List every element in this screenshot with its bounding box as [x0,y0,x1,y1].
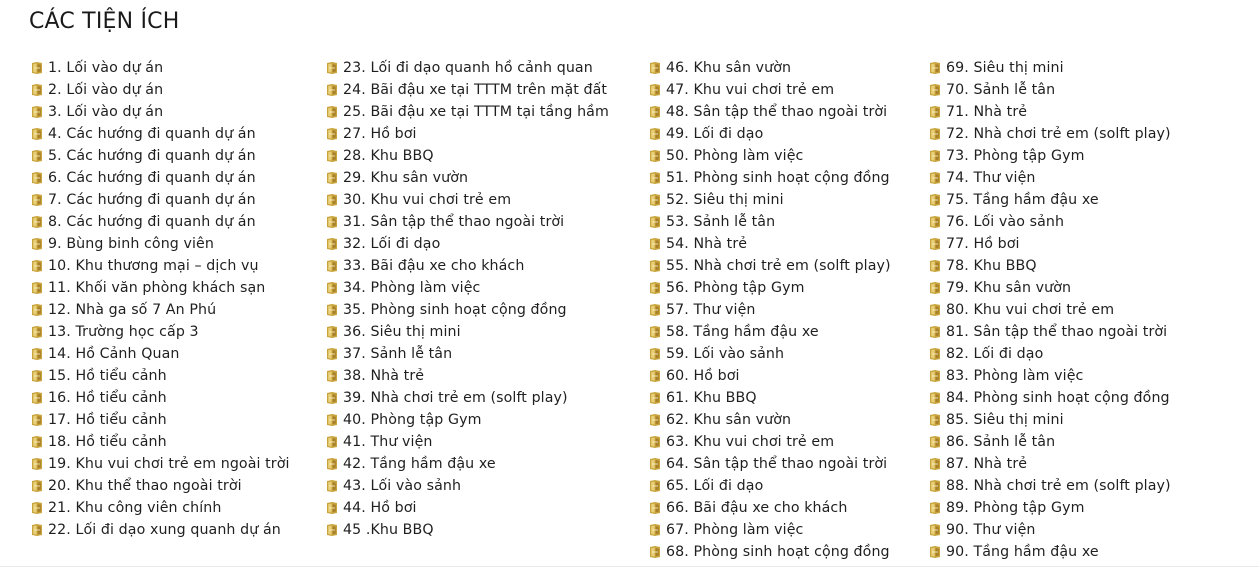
gold-bullet-icon [929,325,941,339]
amenity-item [326,123,609,145]
gold-bullet-icon [326,259,338,273]
gold-bullet-icon [649,215,661,229]
amenity-label: 73. Phòng tập Gym [946,148,1085,164]
amenity-label: 5. Các hướng đi quanh dự án [48,148,256,164]
gold-bullet-icon [649,479,661,493]
amenity-label: 53. Sảnh lễ tân [666,214,776,230]
amenity-label: 54. Nhà trẻ [666,236,748,252]
gold-bullet-icon [649,281,661,295]
gold-bullet-icon [326,501,338,515]
amenity-item [31,57,290,79]
amenity-label: 38. Nhà trẻ [343,368,425,384]
amenity-label: 40. Phòng tập Gym [343,412,482,428]
amenity-item [649,101,891,123]
gold-bullet-icon [929,479,941,493]
amenity-label: 44. Hồ bơi [343,500,417,516]
gold-bullet-icon [649,501,661,515]
amenity-label: 58. Tầng hầm đậu xe [666,324,819,340]
gold-bullet-icon [31,215,43,229]
amenity-item [649,343,891,365]
amenity-label: 41. Thư viện [343,434,433,450]
amenities-column-1 [31,57,290,541]
amenity-label: 36. Siêu thị mini [343,324,461,340]
amenity-item [929,497,1171,519]
amenity-item [326,211,609,233]
gold-bullet-icon [31,479,43,493]
amenity-label: 35. Phòng sinh hoạt cộng đồng [343,302,567,318]
amenity-item [31,519,290,541]
amenity-item [31,321,290,343]
amenity-label: 78. Khu BBQ [946,258,1037,274]
amenity-item [31,365,290,387]
gold-bullet-icon [31,193,43,207]
amenity-item [31,255,290,277]
amenity-label: 18. Hồ tiểu cảnh [48,434,167,450]
gold-bullet-icon [649,545,661,559]
amenity-label: 63. Khu vui chơi trẻ em [666,434,835,450]
gold-bullet-icon [649,391,661,405]
gold-bullet-icon [326,171,338,185]
gold-bullet-icon [929,501,941,515]
gold-bullet-icon [929,369,941,383]
amenity-item [326,299,609,321]
amenity-label: 11. Khối văn phòng khách sạn [48,280,266,296]
amenity-item [929,519,1171,541]
amenity-item [929,387,1171,409]
gold-bullet-icon [31,325,43,339]
amenity-label: 68. Phòng sinh hoạt cộng đồng [666,544,890,560]
amenity-label: 6. Các hướng đi quanh dự án [48,170,256,186]
amenity-label: 48. Sân tập thể thao ngoài trời [666,104,888,120]
amenity-item [929,167,1171,189]
amenity-item [31,453,290,475]
amenity-item [31,233,290,255]
amenity-item [649,233,891,255]
amenity-label: 57. Thư viện [666,302,756,318]
amenity-item [929,343,1171,365]
amenity-item [31,475,290,497]
amenity-item [649,255,891,277]
gold-bullet-icon [649,347,661,361]
amenity-item [649,211,891,233]
amenity-item [31,101,290,123]
amenity-item [929,431,1171,453]
amenity-label: 22. Lối đi dạo xung quanh dự án [48,522,281,538]
amenity-item [326,57,609,79]
gold-bullet-icon [326,303,338,317]
gold-bullet-icon [326,347,338,361]
gold-bullet-icon [929,193,941,207]
amenity-item [649,321,891,343]
amenity-item [326,167,609,189]
amenity-item [649,57,891,79]
amenity-item [31,409,290,431]
gold-bullet-icon [929,435,941,449]
gold-bullet-icon [31,83,43,97]
amenity-label: 25. Bãi đậu xe tại TTTM tại tầng hầm [343,104,609,120]
gold-bullet-icon [649,61,661,75]
gold-bullet-icon [31,127,43,141]
amenity-label: 74. Thư viện [946,170,1036,186]
amenity-item [326,189,609,211]
gold-bullet-icon [929,83,941,97]
gold-bullet-icon [326,369,338,383]
gold-bullet-icon [929,127,941,141]
amenity-label: 72. Nhà chơi trẻ em (solft play) [946,126,1171,142]
amenity-label: 66. Bãi đậu xe cho khách [666,500,848,516]
amenity-item [649,387,891,409]
amenity-item [929,453,1171,475]
amenity-label: 45 .Khu BBQ [343,522,434,538]
amenity-label: 62. Khu sân vườn [666,412,792,428]
gold-bullet-icon [649,325,661,339]
amenity-label: 3. Lối vào dự án [48,104,164,120]
gold-bullet-icon [326,61,338,75]
amenity-label: 89. Phòng tập Gym [946,500,1085,516]
amenity-item [929,299,1171,321]
gold-bullet-icon [31,523,43,537]
gold-bullet-icon [649,171,661,185]
amenity-label: 17. Hồ tiểu cảnh [48,412,167,428]
amenity-label: 15. Hồ tiểu cảnh [48,368,167,384]
amenity-item [929,123,1171,145]
amenity-item [649,365,891,387]
amenity-item [649,299,891,321]
gold-bullet-icon [929,237,941,251]
amenity-label: 82. Lối đi dạo [946,346,1044,362]
gold-bullet-icon [31,303,43,317]
amenity-label: 23. Lối đi dạo quanh hồ cảnh quan [343,60,593,76]
amenity-item [929,475,1171,497]
amenity-label: 8. Các hướng đi quanh dự án [48,214,256,230]
amenity-label: 19. Khu vui chơi trẻ em ngoài trời [48,456,290,472]
amenity-label: 65. Lối đi dạo [666,478,764,494]
amenity-label: 39. Nhà chơi trẻ em (solft play) [343,390,568,406]
amenity-item [649,79,891,101]
gold-bullet-icon [326,523,338,537]
gold-bullet-icon [929,413,941,427]
amenity-label: 10. Khu thương mại – dịch vụ [48,258,259,274]
amenity-item [929,541,1171,563]
gold-bullet-icon [649,303,661,317]
gold-bullet-icon [31,457,43,471]
amenity-label: 24. Bãi đậu xe tại TTTM trên mặt đất [343,82,608,98]
page-title: CÁC TIỆN ÍCH [29,9,180,34]
amenity-label: 56. Phòng tập Gym [666,280,805,296]
amenity-item [929,189,1171,211]
amenity-item [326,321,609,343]
amenity-label: 61. Khu BBQ [666,390,757,406]
gold-bullet-icon [326,237,338,251]
amenity-item [649,123,891,145]
gold-bullet-icon [649,457,661,471]
amenity-label: 32. Lối đi dạo [343,236,441,252]
amenities-column-2 [326,57,609,541]
amenity-label: 79. Khu sân vườn [946,280,1072,296]
amenity-item [326,497,609,519]
amenity-item [31,167,290,189]
amenity-label: 88. Nhà chơi trẻ em (solft play) [946,478,1171,494]
gold-bullet-icon [31,413,43,427]
gold-bullet-icon [326,127,338,141]
amenity-item [929,79,1171,101]
amenity-item [326,79,609,101]
gold-bullet-icon [649,193,661,207]
gold-bullet-icon [649,237,661,251]
amenity-item [929,277,1171,299]
amenity-label: 69. Siêu thị mini [946,60,1064,76]
amenity-item [31,123,290,145]
gold-bullet-icon [929,61,941,75]
amenity-label: 2. Lối vào dự án [48,82,164,98]
amenity-label: 71. Nhà trẻ [946,104,1028,120]
amenity-label: 21. Khu công viên chính [48,500,222,516]
amenity-label: 43. Lối vào sảnh [343,478,462,494]
amenity-item [326,387,609,409]
amenity-label: 75. Tầng hầm đậu xe [946,192,1099,208]
amenity-label: 49. Lối đi dạo [666,126,764,142]
amenity-item [649,497,891,519]
amenity-label: 90. Tầng hầm đậu xe [946,544,1099,560]
gold-bullet-icon [649,127,661,141]
gold-bullet-icon [326,435,338,449]
gold-bullet-icon [929,303,941,317]
gold-bullet-icon [649,435,661,449]
amenity-item [326,101,609,123]
amenity-item [929,101,1171,123]
gold-bullet-icon [326,83,338,97]
amenity-label: 28. Khu BBQ [343,148,434,164]
amenity-label: 29. Khu sân vườn [343,170,469,186]
amenity-label: 70. Sảnh lễ tân [946,82,1056,98]
amenity-label: 4. Các hướng đi quanh dự án [48,126,256,142]
amenity-label: 55. Nhà chơi trẻ em (solft play) [666,258,891,274]
amenity-label: 60. Hồ bơi [666,368,740,384]
gold-bullet-icon [929,545,941,559]
amenity-label: 67. Phòng làm việc [666,522,804,538]
amenity-item [929,409,1171,431]
amenity-item [649,189,891,211]
gold-bullet-icon [326,413,338,427]
amenity-item [649,475,891,497]
amenity-item [326,475,609,497]
gold-bullet-icon [31,391,43,405]
amenity-item [31,343,290,365]
gold-bullet-icon [649,105,661,119]
gold-bullet-icon [929,347,941,361]
amenity-label: 7. Các hướng đi quanh dự án [48,192,256,208]
gold-bullet-icon [326,281,338,295]
amenity-item [649,277,891,299]
amenities-list [0,57,1259,567]
amenity-label: 42. Tầng hầm đậu xe [343,456,496,472]
amenity-item [326,277,609,299]
amenity-item [929,233,1171,255]
amenity-item [326,233,609,255]
gold-bullet-icon [326,105,338,119]
amenity-label: 12. Nhà ga số 7 An Phú [48,302,217,318]
gold-bullet-icon [649,149,661,163]
amenity-item [929,57,1171,79]
gold-bullet-icon [326,325,338,339]
amenity-label: 85. Siêu thị mini [946,412,1064,428]
gold-bullet-icon [326,215,338,229]
amenity-item [649,431,891,453]
gold-bullet-icon [31,347,43,361]
gold-bullet-icon [929,391,941,405]
gold-bullet-icon [326,479,338,493]
amenity-label: 1. Lối vào dự án [48,60,164,76]
amenity-label: 50. Phòng làm việc [666,148,804,164]
gold-bullet-icon [929,171,941,185]
gold-bullet-icon [31,171,43,185]
gold-bullet-icon [31,259,43,273]
gold-bullet-icon [649,259,661,273]
amenities-column-4 [929,57,1171,563]
amenity-item [649,453,891,475]
gold-bullet-icon [326,457,338,471]
amenity-label: 87. Nhà trẻ [946,456,1028,472]
amenity-item [31,497,290,519]
amenity-item [326,519,609,541]
amenity-item [31,189,290,211]
amenity-item [326,365,609,387]
amenity-item [326,453,609,475]
amenity-item [31,277,290,299]
amenity-label: 47. Khu vui chơi trẻ em [666,82,835,98]
amenities-column-3 [649,57,891,563]
amenity-item [326,343,609,365]
amenity-label: 81. Sân tập thể thao ngoài trời [946,324,1168,340]
amenity-label: 90. Thư viện [946,522,1036,538]
gold-bullet-icon [929,259,941,273]
amenity-item [326,431,609,453]
gold-bullet-icon [929,457,941,471]
gold-bullet-icon [649,413,661,427]
amenity-item [31,79,290,101]
amenity-item [929,321,1171,343]
amenity-label: 16. Hồ tiểu cảnh [48,390,167,406]
gold-bullet-icon [649,369,661,383]
gold-bullet-icon [649,83,661,97]
amenity-label: 77. Hồ bơi [946,236,1020,252]
amenity-item [929,365,1171,387]
amenity-item [929,211,1171,233]
amenity-label: 84. Phòng sinh hoạt cộng đồng [946,390,1170,406]
amenity-label: 30. Khu vui chơi trẻ em [343,192,512,208]
amenity-label: 13. Trường học cấp 3 [48,324,199,340]
gold-bullet-icon [31,105,43,119]
amenity-item [326,409,609,431]
amenity-label: 20. Khu thể thao ngoài trời [48,478,242,494]
amenity-item [649,167,891,189]
amenity-item [31,387,290,409]
amenity-label: 9. Bùng binh công viên [48,236,214,252]
gold-bullet-icon [31,369,43,383]
amenity-label: 14. Hồ Cảnh Quan [48,346,180,362]
amenity-item [649,145,891,167]
bottom-divider [0,566,1259,567]
amenity-label: 51. Phòng sinh hoạt cộng đồng [666,170,890,186]
amenity-item [326,255,609,277]
gold-bullet-icon [649,523,661,537]
gold-bullet-icon [31,281,43,295]
amenity-label: 76. Lối vào sảnh [946,214,1065,230]
amenity-label: 59. Lối vào sảnh [666,346,785,362]
gold-bullet-icon [326,149,338,163]
amenity-label: 86. Sảnh lễ tân [946,434,1056,450]
amenity-label: 83. Phòng làm việc [946,368,1084,384]
gold-bullet-icon [929,149,941,163]
gold-bullet-icon [929,105,941,119]
amenity-item [31,145,290,167]
amenity-label: 34. Phòng làm việc [343,280,481,296]
gold-bullet-icon [326,193,338,207]
amenity-item [31,211,290,233]
gold-bullet-icon [326,391,338,405]
amenity-item [326,145,609,167]
gold-bullet-icon [31,149,43,163]
amenity-item [929,145,1171,167]
gold-bullet-icon [31,435,43,449]
gold-bullet-icon [31,237,43,251]
amenity-label: 64. Sân tập thể thao ngoài trời [666,456,888,472]
gold-bullet-icon [31,501,43,515]
amenity-item [649,541,891,563]
amenity-item [31,299,290,321]
amenity-label: 31. Sân tập thể thao ngoài trời [343,214,565,230]
amenity-label: 33. Bãi đậu xe cho khách [343,258,525,274]
amenity-item [649,409,891,431]
amenity-label: 27. Hồ bơi [343,126,417,142]
amenity-label: 37. Sảnh lễ tân [343,346,453,362]
amenity-label: 80. Khu vui chơi trẻ em [946,302,1115,318]
gold-bullet-icon [31,61,43,75]
gold-bullet-icon [929,523,941,537]
gold-bullet-icon [929,281,941,295]
amenity-item [929,255,1171,277]
gold-bullet-icon [929,215,941,229]
amenity-label: 52. Siêu thị mini [666,192,784,208]
amenity-label: 46. Khu sân vườn [666,60,792,76]
amenity-item [31,431,290,453]
amenity-item [649,519,891,541]
